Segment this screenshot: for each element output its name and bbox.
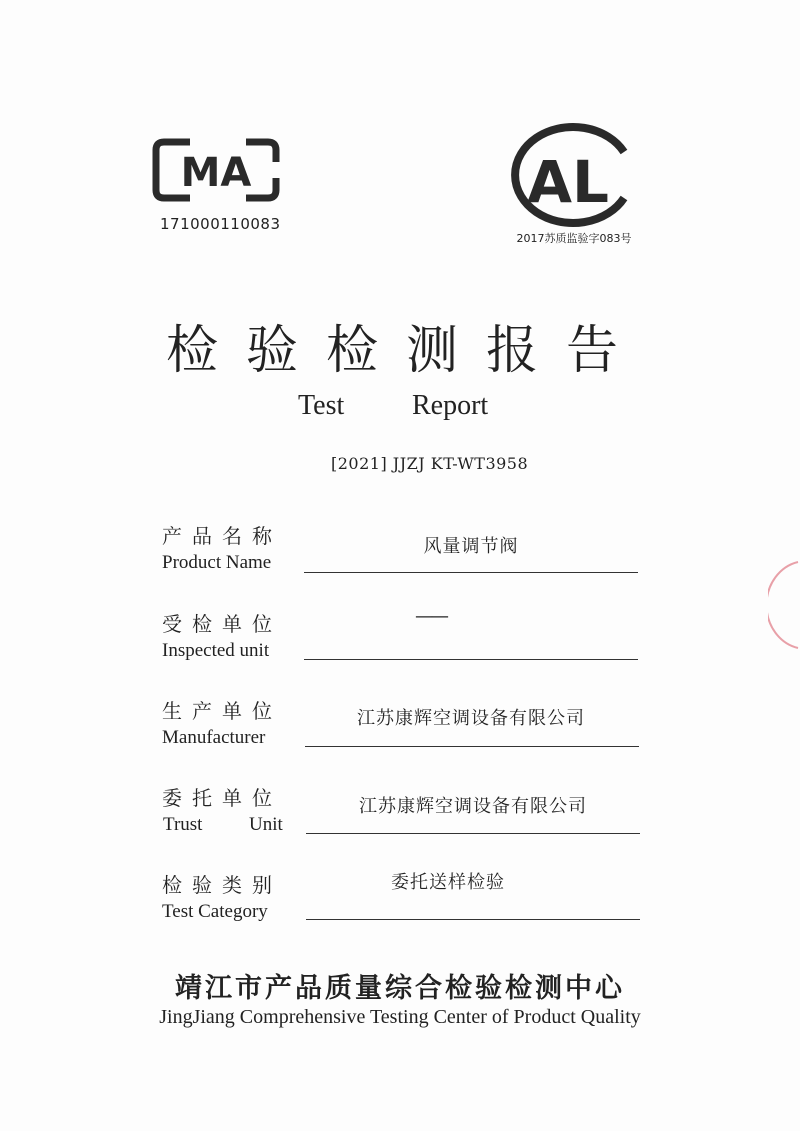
- cma-logo-text: MA: [180, 150, 252, 196]
- product-name-label-cn: 产品名称: [162, 524, 282, 548]
- product-name-value: 风量调节阀: [423, 536, 519, 557]
- test-category-value: 委托送样检验: [391, 872, 505, 893]
- manufacturer-underline: [305, 746, 639, 747]
- cal-logo-text: AL: [527, 148, 609, 216]
- product-name-label-en: Product Name: [162, 552, 272, 573]
- trust-unit-value: 江苏康辉空调设备有限公司: [359, 796, 587, 817]
- manufacturer-value: 江苏康辉空调设备有限公司: [357, 708, 585, 729]
- trust-unit-underline: [306, 833, 640, 834]
- seal-stamp-edge: [768, 560, 800, 650]
- test-category-label-cn: 检验类别: [162, 873, 282, 897]
- inspected-unit-value: ——: [415, 606, 447, 627]
- test-category-underline: [306, 919, 640, 920]
- report-title-cn: 检验检测报告: [165, 321, 646, 381]
- issuer-name-en: JingJiang Comprehensive Testing Center of Product Quality: [159, 1006, 641, 1028]
- manufacturer-label-en: Manufacturer: [162, 727, 266, 748]
- trust-unit-label-en-unit: Unit: [249, 814, 283, 835]
- inspected-unit-underline: [304, 659, 638, 660]
- trust-unit-label-en-trust: Trust: [163, 814, 203, 835]
- test-category-label-en: Test Category: [162, 901, 268, 922]
- cma-number: 171000110083: [160, 215, 281, 233]
- cal-caption: 2017苏质监验字083号: [516, 232, 632, 245]
- issuer-name-cn: 靖江市产品质量综合检验检测中心: [175, 973, 625, 1004]
- report-number: [2021] JJZJ KT-WT3958: [331, 454, 529, 473]
- report-title-en-report: Report: [412, 390, 489, 421]
- inspected-unit-label-cn: 受检单位: [162, 612, 282, 636]
- manufacturer-label-cn: 生产单位: [162, 699, 282, 723]
- inspected-unit-label-en: Inspected unit: [162, 640, 270, 661]
- cal-logo: [506, 122, 642, 228]
- trust-unit-label-cn: 委托单位: [162, 786, 282, 810]
- product-name-underline: [304, 572, 638, 573]
- report-title-en-test: Test: [298, 390, 345, 421]
- cma-logo: [150, 134, 282, 206]
